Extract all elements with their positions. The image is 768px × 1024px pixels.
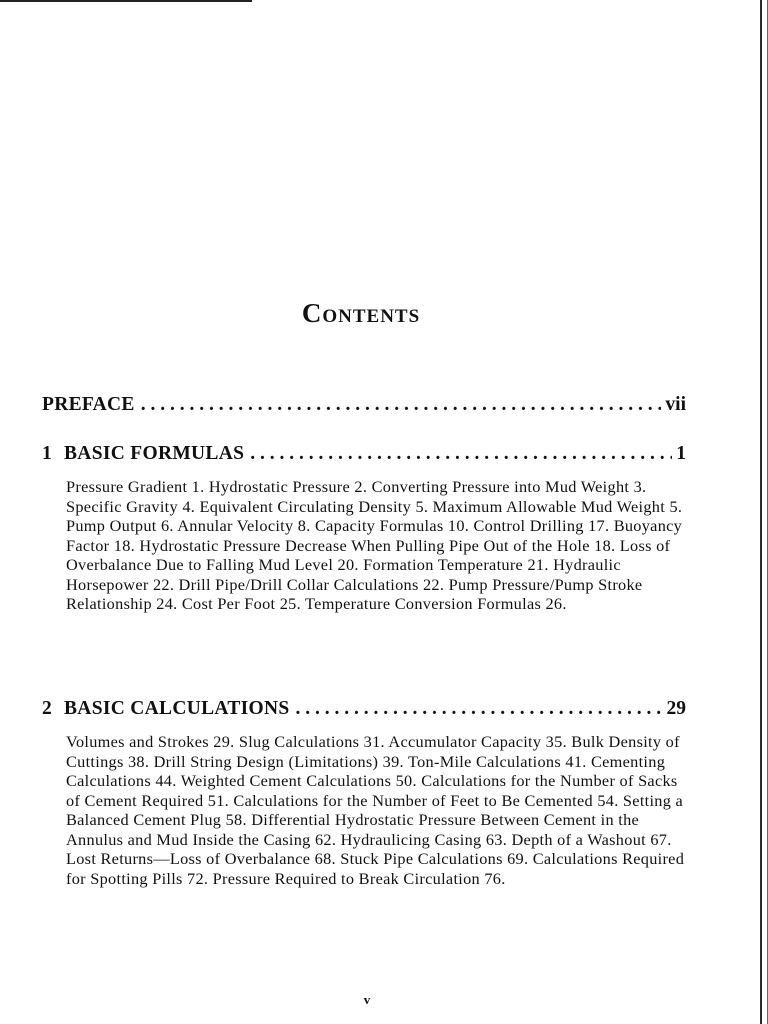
toc-entry-heading	[42, 443, 686, 465]
toc-entry-number: 2	[42, 698, 52, 719]
toc-entry-page: 29	[666, 698, 686, 719]
dot-leader	[250, 443, 672, 465]
toc-entry-heading	[42, 698, 686, 720]
toc-entry-page: 1	[676, 443, 686, 464]
toc-entry-label: BASIC CALCULATIONS	[64, 698, 290, 719]
scan-border-top	[0, 0, 252, 2]
toc-entry-chapter-2	[42, 698, 686, 888]
toc-entry-preface	[42, 394, 686, 416]
dot-leader	[296, 698, 663, 720]
dot-leader	[141, 394, 662, 416]
toc-entry-description: Pressure Gradient 1. Hydrostatic Pressure 2. Converting Pressure into Mud Weight 3. Specific Gravity 4. Equivalent Circulating Density 5. Maximum Allowable Mud Weight 5. Pump Output 6. Annular Velocity 8. Capacity Formulas 10. Control Drilling 17. Buoyancy Factor 18. Hydrostatic Pressure Decrease When Pulling Pipe Out of the Hole 18. Loss of Overbalance Due to Falling Mud Level 20. Formation Temperature 21. Hydraulic Horsepower 22. Drill Pipe/Drill Collar Calculations 22. Pump Pressure/Pump Stroke Relationship 24. Cost Per Foot 25. Temperature Conversion Formulas 26.	[66, 477, 683, 613]
toc-entry-label: PREFACE	[42, 394, 135, 415]
toc-entry-label: BASIC FORMULAS	[64, 443, 245, 464]
toc-entry-chapter-1	[42, 443, 686, 614]
scan-border-right	[760, 0, 762, 1024]
toc-entry-heading	[42, 394, 686, 416]
toc-entry-description: Volumes and Strokes 29. Slug Calculations 31. Accumulator Capacity 35. Bulk Density of Cuttings 38. Drill String Design (Limitations) 39. Ton-Mile Calculations 41. Cementing Calculations 44. Weighted Cement Calculations 50. Calculations for the Number of Sacks of Cement Required 51. Calculations for the Number of Feet to Be Cemented 54. Setting a Balanced Cement Plug 58. Differential Hydrostatic Pressure Between Cement in the Annulus and Mud Inside the Casing 62. Hydraulicing Casing 63. Depth of a Washout 67. Lost Returns—Loss of Overbalance 68. Stuck Pipe Calculations 69. Calculations Required for Spotting Pills 72. Pressure Required to Break Circulation 76.	[66, 732, 685, 888]
page-title: Contents	[301, 298, 421, 328]
toc-entry-page: vii	[665, 394, 686, 415]
page-number: v	[363, 992, 371, 1007]
toc-entry-number: 1	[42, 443, 52, 464]
